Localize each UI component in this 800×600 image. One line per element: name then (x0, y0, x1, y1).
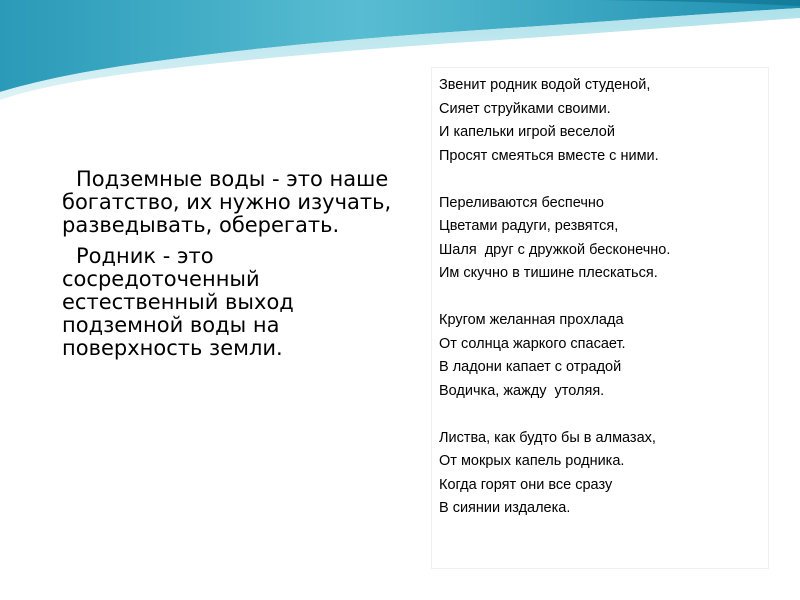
poem-line: Шаля друг с дружкой бесконечно. (439, 241, 671, 258)
poem-line: В сиянии издалека. (439, 500, 571, 516)
poem-line: Звенит родник водой студеной, (439, 77, 651, 93)
poem-line: Водичка, жажду утоляя. (439, 382, 605, 399)
poem-line: Переливаются беспечно (439, 194, 604, 211)
poem-line: Им скучно в тишине плескаться. (439, 265, 658, 281)
poem-line: Цветами радуги, резвятся, (439, 218, 619, 234)
poem-line: Сияет струйками своими. (439, 100, 611, 117)
poem-line: Кругом желанная прохлада (439, 312, 624, 328)
poem-line: Когда горят они все сразу (439, 476, 613, 493)
poem-stanza-3 (439, 309, 767, 403)
poem-line: Просят смеяться вместе с ними. (439, 147, 659, 164)
poem (439, 74, 767, 544)
poem-line: От мокрых капель родника. (439, 453, 625, 469)
poem-line: Листва, как будто бы в алмазах, (439, 429, 656, 446)
groundwater-paragraph: Подземные воды - это наше богатство, их нужно изучать, разведывать, оберегать. (62, 167, 392, 237)
poem-line: В ладони капает с отрадой (439, 359, 622, 375)
poem-stanza-2 (439, 192, 767, 286)
poem-stanza-1 (439, 74, 767, 168)
poem-line: От солнца жаркого спасает. (439, 335, 626, 352)
intro-text-block (62, 168, 402, 368)
spring-definition-paragraph: Родник - это сосредоточенный естественный выход подземной воды на поверхность земли. (62, 244, 294, 360)
poem-line: И капельки игрой веселой (439, 124, 615, 140)
poem-stanza-4 (439, 427, 767, 521)
